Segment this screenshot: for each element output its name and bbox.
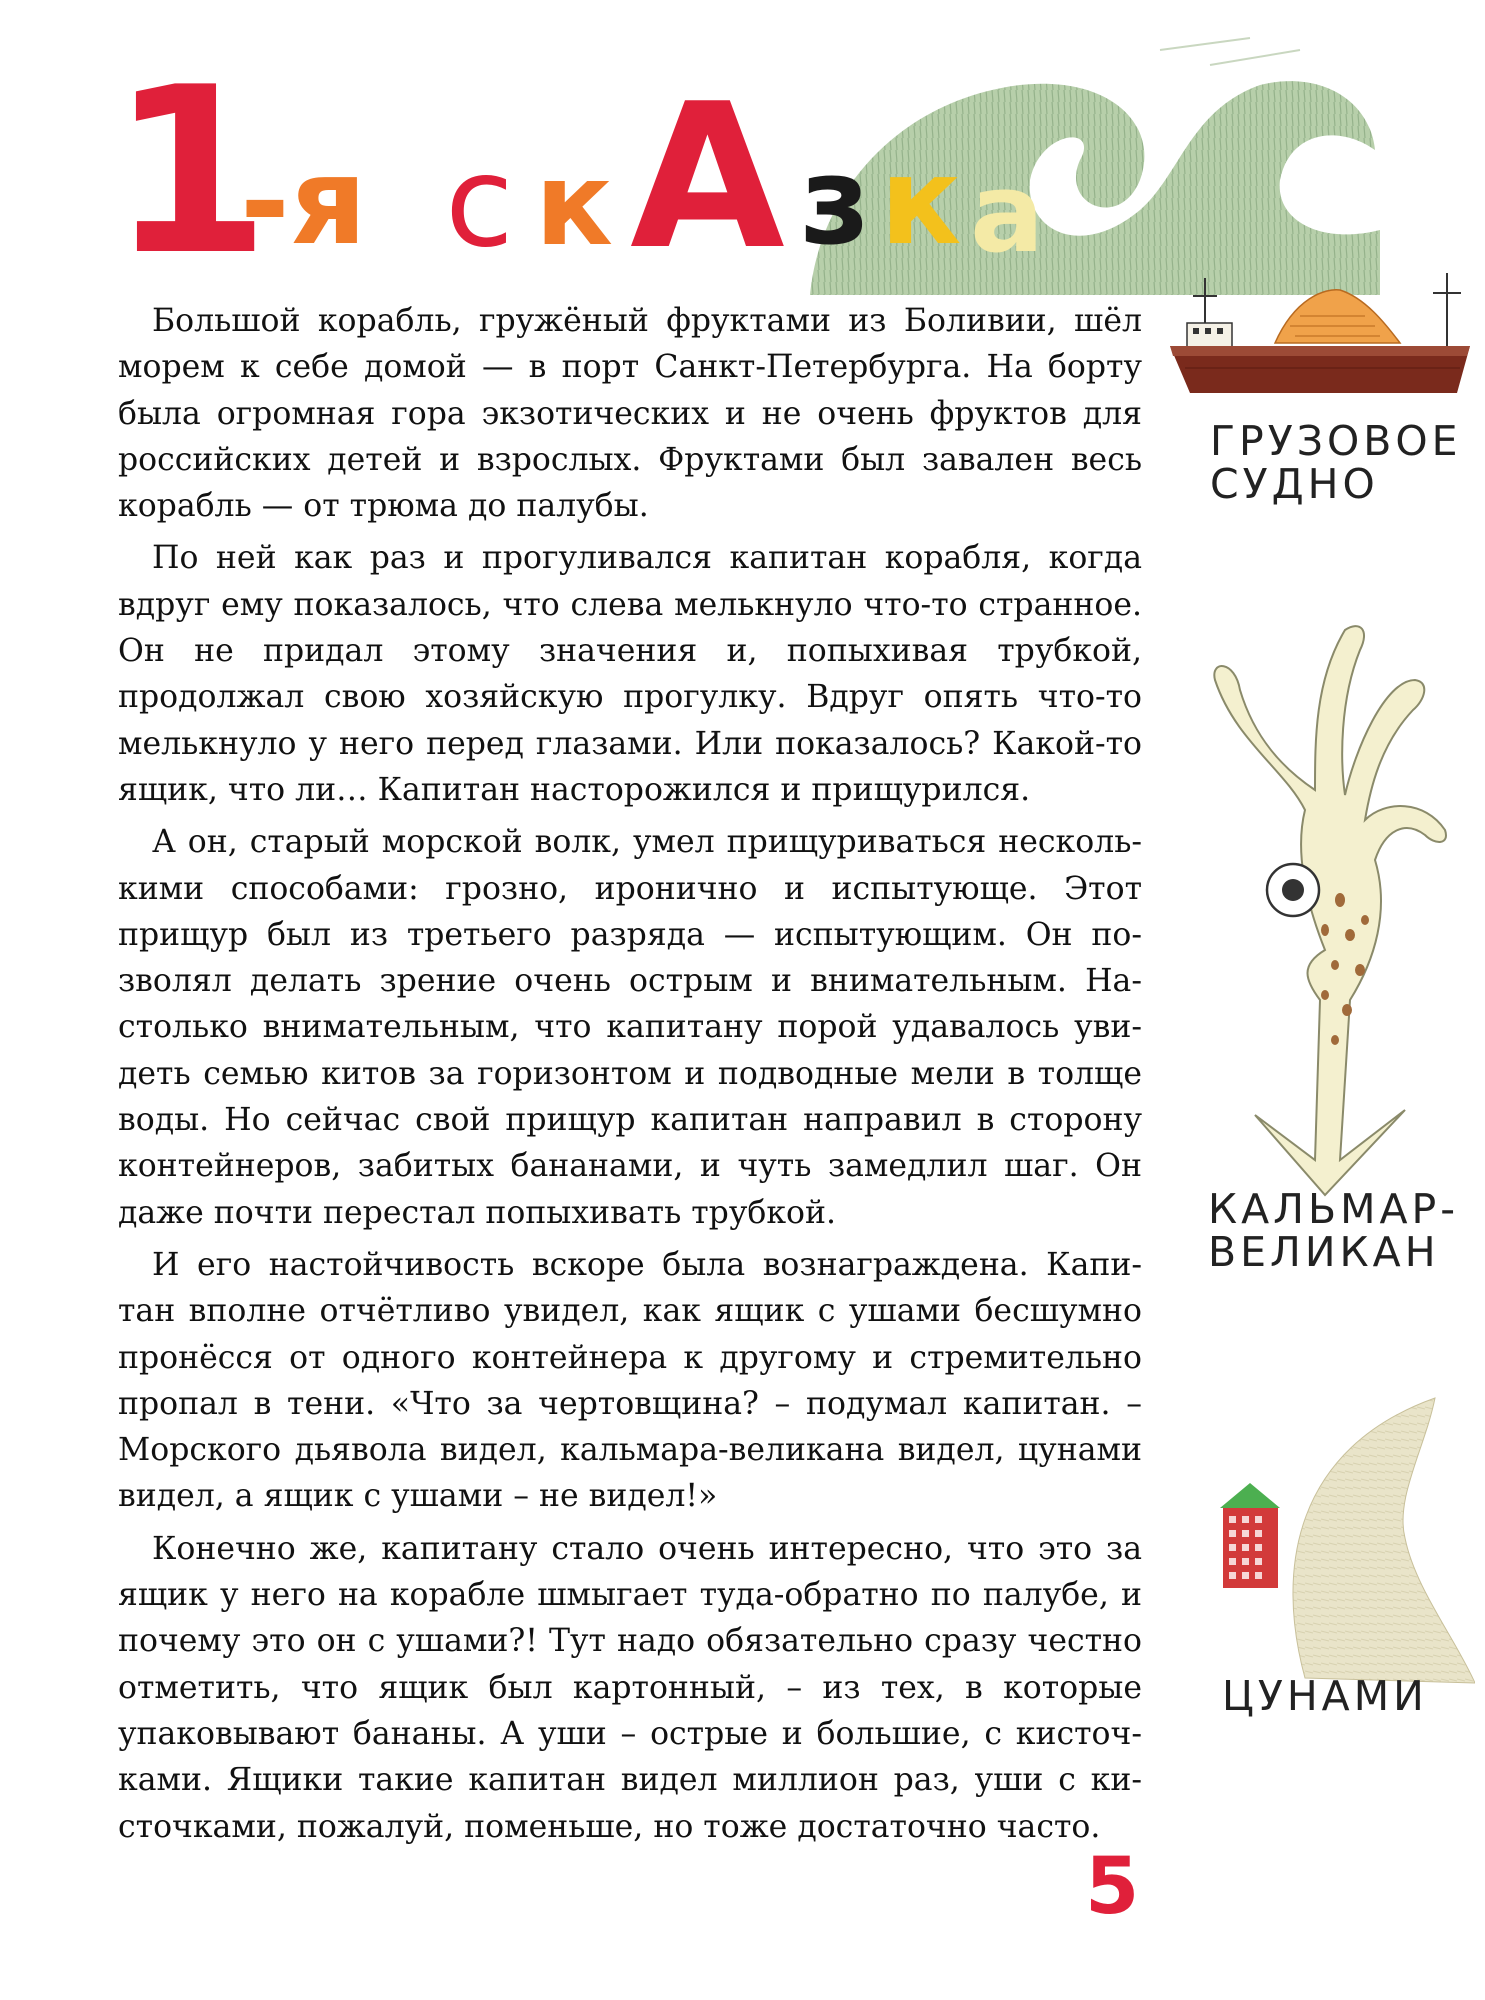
ship-label: ГРУЗОВОЕ СУДНО: [1210, 417, 1462, 509]
title-letter-1: 1: [110, 39, 271, 306]
paragraph: Большой корабль, гружёный фруктами из Боливии, шёл морем к себе домой — в порт Санкт-Петербурга. На борту была огромная гора экзотических и не очень фруктов для российских детей и взрослых. Фруктами был завален весь корабль — от трюма до палубы.: [118, 303, 1142, 525]
title-letter-s: с: [445, 130, 514, 275]
tsunami-label: ЦУНАМИ: [1222, 1672, 1428, 1720]
title-letter-a2: а: [970, 149, 1045, 277]
title-letter-z: з: [800, 133, 870, 272]
story-text: [118, 298, 1142, 1856]
tsunami-illustration: [1185, 1388, 1475, 1688]
paragraph: И его настойчивость вскоре была вознаграждена. Капитан вполне отчётливо увидел, как ящик с ушами бесшумно пронёсся от одного контейнера к другому и стремительно пропал в тени. «Что за чертовщина? – подумал капитан. – Морского дьявола видел, кальмара-великана видел, цунами видел, а ящик с ушами – не видел!»: [118, 1246, 1142, 1515]
paragraph: А он, старый морской волк, умел прищуриваться несколькими способами: грозно, иронично и испытующе. Этот прищур был из третьего разряда — испытующим. Он позволял делать зрение очень острым и внимательным. Настолько внимательным, что капитану порой удавалось увидеть семью китов за горизонтом и подводные мели в толще воды. Но сейчас свой прищур капитан направил в сторону контейнеров, забитых бананами, и чуть замедлил шаг. Он даже почти перестал попыхивать трубкой.: [118, 824, 1142, 1231]
paragraph: По ней как раз и прогуливался капитан корабля, когда вдруг ему показалось, что слева мелькнуло что-то странное. Он не придал этому значения и, попыхивая трубкой, продолжал свою хозяйскую прогулку. Вдруг опять что-то мелькнуло у него перед глазами. Или показалось? Какой-то ящик, что ли… Капитан насторожился и прищурился.: [118, 540, 1142, 808]
story-title: [110, 39, 1090, 306]
squid-label: КАЛЬМАР- ВЕЛИКАН: [1208, 1185, 1460, 1277]
title-letter-a1: А: [630, 61, 785, 294]
giant-squid-illustration: [1175, 620, 1475, 1200]
title-letter-k1: к: [535, 138, 614, 272]
title-letter-k2: к: [880, 133, 962, 272]
cargo-ship-illustration: [1165, 268, 1475, 418]
page-number: 5: [1085, 1842, 1140, 1932]
title-letter-ya: -я: [240, 133, 367, 272]
paragraph: Конечно же, капитану стало очень интересно, что это за ящик у него на корабле шмыгает туда-обратно по палубе, и почему это он с ушами?! Тут надо обязательно сразу честно отметить, что ящик был картонный, – из тех, в которые упаковывают бананы. А уши – острые и большие, с кисточками. Ящики такие капитан видел миллион раз, уши с кисточками, пожалуй, поменьше, но тоже достаточно часто.: [118, 1530, 1142, 1845]
